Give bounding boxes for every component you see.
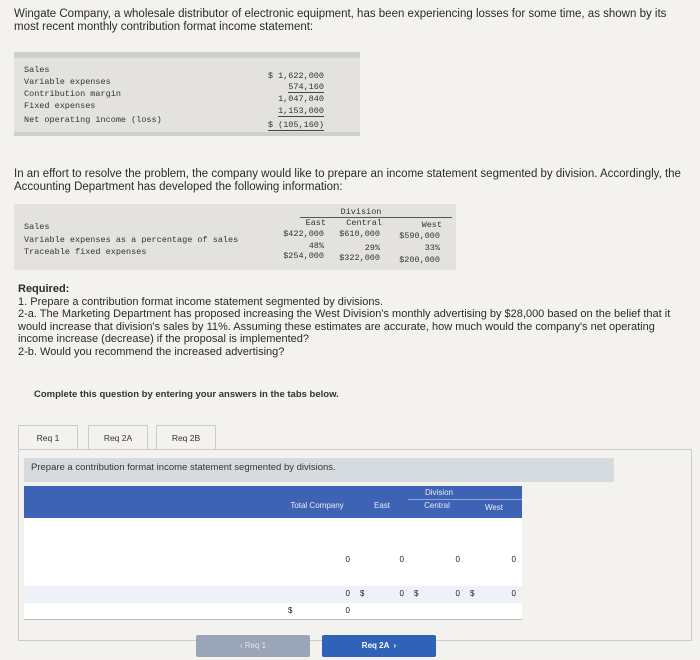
col-central: Central [424,501,450,510]
div-central-var: 29% [364,243,380,253]
chevron-right-icon: › [391,641,397,650]
cell-east-2[interactable]: 0 [399,589,404,598]
answer-table-header [24,486,522,518]
table-row[interactable] [24,586,522,604]
table-row[interactable] [24,569,522,587]
required-item-1: 1. Prepare a contribution format income statement segmented by divisions. [18,295,384,308]
is-label-variable: Variable expenses [24,77,111,87]
tab-req-2b[interactable]: Req 2B [156,425,216,450]
div-col-east: East [305,218,326,228]
div-east-fixed: $254,000 [283,251,324,261]
cell-central-1[interactable]: 0 [455,555,460,564]
table-row[interactable] [24,518,522,536]
div-central-fixed: $322,000 [339,253,380,263]
required-section [18,283,686,358]
is-value-noi: $ (105,160) [268,120,324,133]
intro-text: Wingate Company, a wholesale distributor of electronic equipment, has been experiencing losses for some time, as shown by its most recent monthly contribution format income statement: [14,8,667,33]
division-info [14,204,456,270]
table-row[interactable] [24,603,522,620]
table-row[interactable] [24,552,522,570]
is-label-cm: Contribution margin [24,89,121,99]
complete-instructions: Complete this question by entering your answers in the tabs below. [34,389,339,400]
div-west-sales: $590,000 [399,231,440,241]
dollar-east: $ [360,589,365,598]
div-label-variable: Variable expenses as a percentage of sales [24,235,239,245]
effort-text: In an effort to resolve the problem, the company would like to prepare an income statement segmented by division. Accordingly, the Accounting Department has developed the following information: [14,168,681,193]
div-label-fixed: Traceable fixed expenses [24,247,147,257]
required-item-2a: 2-a. The Marketing Department has proposed increasing the West Division's monthly advertising by $28,000 based on the belief that it would increase that division's sales by 11%. Assuming these estimates are accurate, how much would the company's net operating income increase (decrease) if the proposal is implemented? [18,308,671,345]
cell-central-2[interactable]: 0 [455,589,460,598]
prev-button[interactable] [196,635,310,657]
dollar-central: $ [414,589,419,598]
div-west-var: 33% [424,243,440,253]
table-row[interactable] [24,535,522,553]
required-heading: Required: [18,283,70,295]
is-value-sales: $ 1,622,000 [267,71,324,81]
cell-east-1[interactable]: 0 [399,555,404,564]
div-col-west: West [421,220,442,230]
is-value-variable: 574,160 [288,82,324,92]
div-east-var: 48% [308,241,324,251]
cell-total-final[interactable]: 0 [345,606,350,615]
col-east: East [373,501,390,510]
instruction-text: Prepare a contribution format income statement segmented by divisions. [31,462,336,473]
cell-west-1[interactable]: 0 [511,555,516,564]
cell-total-2[interactable]: 0 [345,589,350,598]
is-label-sales: Sales [24,65,50,75]
col-total-company: Total Company [290,501,344,510]
col-west: West [484,503,504,512]
is-value-cm: 1,047,840 [278,94,324,104]
dollar-total: $ [288,606,293,615]
dollar-west: $ [470,589,475,598]
div-col-central: Central [346,218,382,228]
next-button-label: Req 2A [361,641,390,650]
cell-west-2[interactable]: 0 [511,589,516,598]
is-label-fixed: Fixed expenses [24,101,96,111]
division-group-header: Division [340,207,382,217]
required-item-2b: 2-b. Would you recommend the increased advertising? [18,345,285,358]
chevron-left-icon: ‹ [239,641,243,650]
div-label-sales: Sales [24,222,50,232]
cell-total-1[interactable]: 0 [345,555,350,564]
prev-button-label: Req 1 [244,641,267,650]
div-west-fixed: $200,000 [399,255,440,265]
tab-req-2a[interactable]: Req 2A [88,425,148,450]
tab-req-1[interactable]: Req 1 [18,425,78,450]
answer-table [24,486,522,630]
is-label-noi: Net operating income (loss) [24,115,162,125]
income-statement [14,52,360,136]
next-button[interactable] [322,635,436,657]
is-value-fixed: 1,153,000 [278,106,324,116]
col-division-header: Division [424,488,453,497]
div-central-sales: $610,000 [339,229,380,239]
div-east-sales: $422,000 [283,229,324,239]
